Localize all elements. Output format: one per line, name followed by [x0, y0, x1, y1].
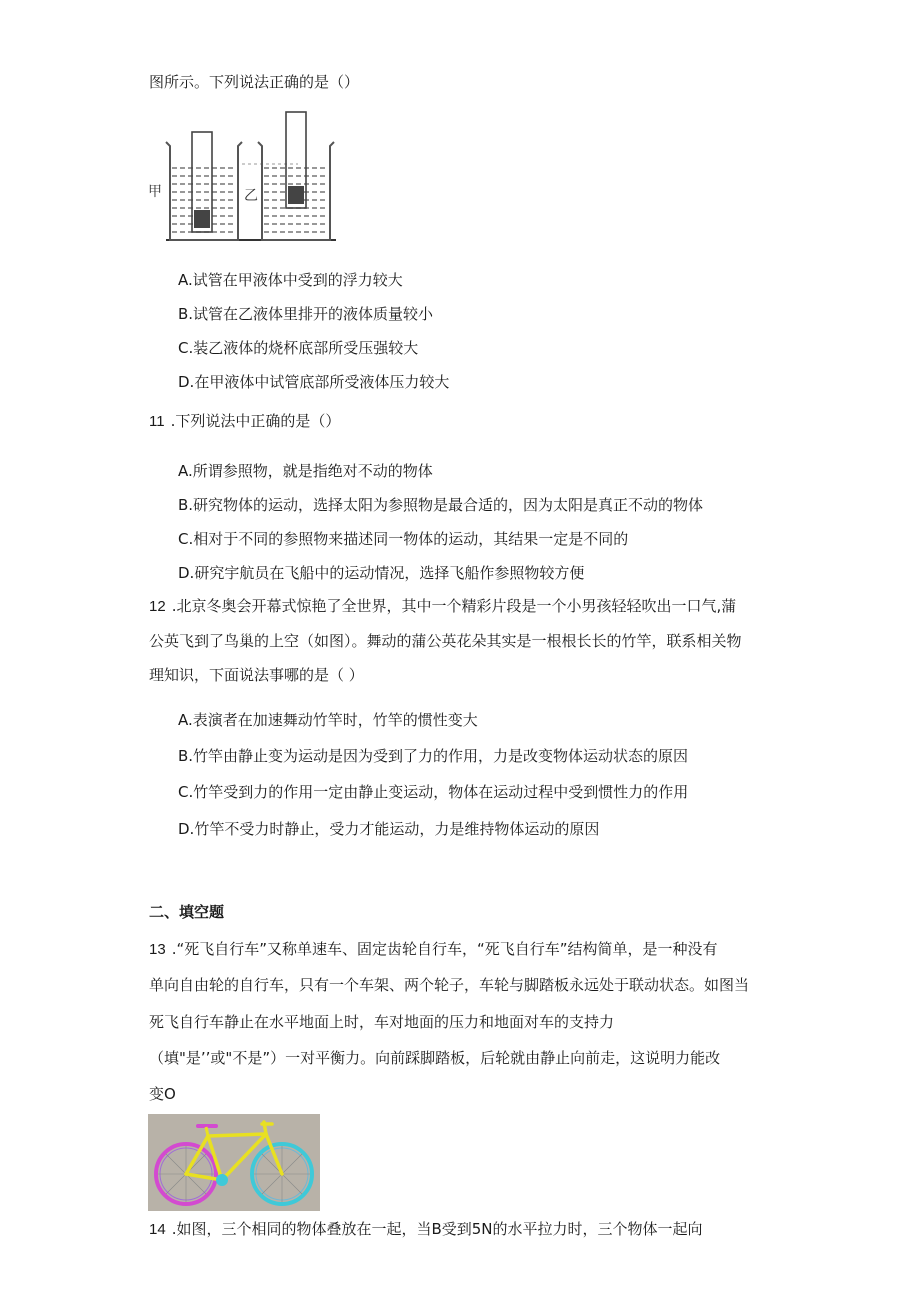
q12-option-c: C.竹竿受到力的作用一定由静止变运动，物体在运动过程中受到惯性力的作用: [178, 783, 689, 801]
q10-stem-tail: 图所示。下列说法正确的是（）: [149, 73, 360, 91]
label-jia: 甲: [148, 184, 162, 200]
q10-option-c: C.装乙液体的烧杯底部所受压强较大: [178, 339, 419, 357]
q12-stem-line-2: 公英飞到了鸟巢的上空（如图）。舞动的蒲公英花朵其实是一根根长长的竹竿，联系相关物: [149, 632, 742, 650]
bicycle-photo: [148, 1114, 320, 1211]
label-yi: 乙: [244, 188, 258, 204]
q12-option-d: D.竹竿不受力时静止，受力才能运动，力是维持物体运动的原因: [178, 820, 600, 838]
q13-stem-line-1: [149, 939, 718, 960]
q12-stem-line-1: [149, 596, 736, 617]
q10-option-b: B.试管在乙液体里排开的液体质量较小: [178, 305, 434, 323]
q12-number: 12: [149, 598, 166, 615]
seat-post: [206, 1127, 208, 1136]
right-tube-weight: [288, 186, 304, 204]
crank: [216, 1174, 228, 1186]
q13-stem-line-2: 单向自由轮的自行车，只有一个车架、两个轮子，车轮与脚踏板永远处于联动状态。如图当: [149, 976, 750, 994]
section-title: 二、填空题: [149, 903, 225, 921]
q13-stem-line-4: （填"是’’或"不是”）一对平衡力。向前踩脚踏板，后轮就由静止向前走，这说明力能改: [149, 1049, 721, 1067]
beaker-figure-svg: [148, 108, 338, 244]
q12-option-b: B.竹竿由静止变为运动是因为受到了力的作用，力是改变物体运动状态的原因: [178, 747, 689, 765]
bicycle-svg: [148, 1114, 320, 1211]
q12-stem-line-3: 理知识，下面说法事哪的是（ ）: [149, 666, 364, 684]
beaker-figure: [148, 108, 338, 244]
q11-number: 11: [149, 413, 165, 430]
q10-option-d: D.在甲液体中试管底部所受液体压力较大: [178, 373, 450, 391]
q12-option-a: A.表演者在加速舞动竹竿时，竹竿的惯性变大: [178, 711, 478, 729]
q10-option-a: A.试管在甲液体中受到的浮力较大: [178, 271, 403, 289]
q11-option-c: C.相对于不同的参照物来描述同一物体的运动，其结果一定是不同的: [178, 530, 629, 548]
q11-option-b: B.研究物体的运动，选择太阳为参照物是最合适的，因为太阳是真正不动的物体: [178, 496, 704, 514]
q13-text-1: .“死飞自行车”又称单速车、固定齿轮自行车，“死飞自行车”结构简单，是一种没有: [171, 940, 718, 958]
q11-option-d: D.研究宇航员在飞船中的运动情况，选择飞船作参照物较方便: [178, 564, 585, 582]
q12-text-1: .北京冬奥会开幕式惊艳了全世界，其中一个精彩片段是一个小男孩轻轻吹出一口气,蒲: [171, 597, 737, 615]
q13-stem-line-3: 死飞自行车静止在水平地面上时，车对地面的压力和地面对车的支持力: [149, 1013, 615, 1031]
q13-number: 13: [149, 941, 166, 958]
q11-text: .下列说法中正确的是（）: [170, 412, 341, 430]
q11-option-a: A.所谓参照物，就是指绝对不动的物体: [178, 462, 433, 480]
q11-stem: [149, 411, 340, 432]
q14-text: .如图，三个相同的物体叠放在一起，当B受到5N的水平拉力时，三个物体一起向: [171, 1220, 703, 1238]
q14-stem: [149, 1219, 703, 1240]
left-tube-weight: [194, 210, 210, 228]
q13-stem-line-5: 变O: [149, 1085, 176, 1103]
q14-number: 14: [149, 1221, 166, 1238]
